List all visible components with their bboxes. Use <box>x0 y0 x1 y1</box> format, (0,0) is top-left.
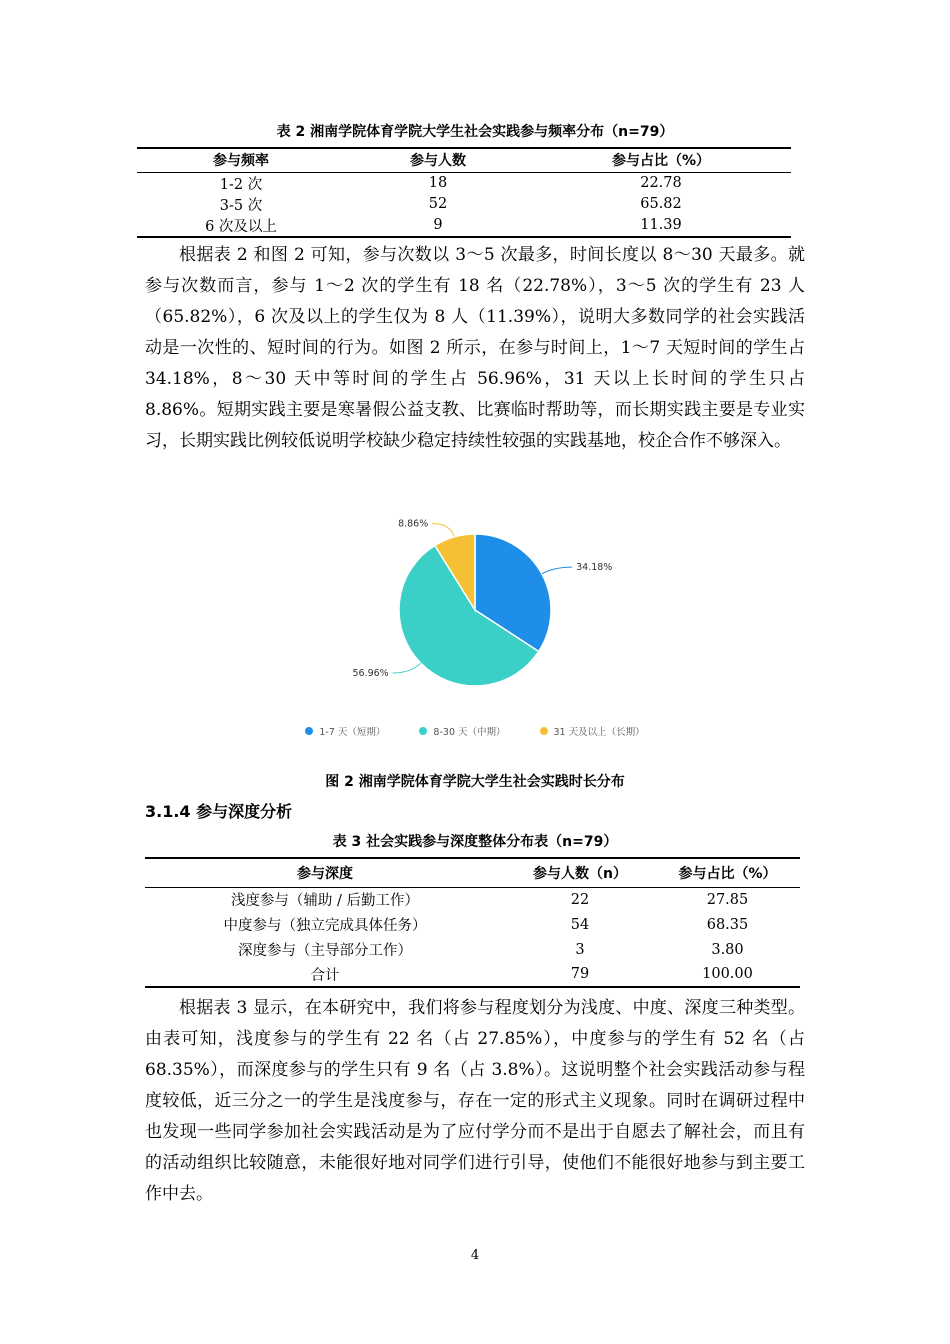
legend-item <box>540 724 645 738</box>
table2 <box>137 147 791 238</box>
table-cell: 18 <box>428 175 448 191</box>
figure2-caption: 图 2 湘南学院体育学院大学生社会实践时长分布 <box>325 774 625 790</box>
table-cell: 1-2 次 <box>219 176 263 193</box>
paragraph: 根据表 3 显示，在本研究中，我们将参与程度划分为浅度、中度、深度三种类型。由表可知，浅度参与的学生有 22 名（占 27.85%），中度参与的学生有 52 名（占 68.35%），而深度参与的学生只有 9 名（占 3.8%）。这说明整个社会实践活动参与程度较低，近三分之一的学生是浅度参与，存在一定的形式主义现象。同时在调研过程中也发现一些同学参加社会实践活动是为了应付学分而不是出于自愿去了解社会，而且有的活动组织比较随意，未能很好地对同学们进行引导，使他们不能很好地参与到主要工作中去。 <box>145 998 805 1204</box>
table-cell: 22.78 <box>640 175 682 191</box>
table-row <box>145 937 800 962</box>
pie-chart <box>300 500 660 710</box>
table-cell: 中度参与（独立完成具体任务） <box>223 918 427 934</box>
table-cell: 52 <box>428 196 448 212</box>
table-cell: 68.35 <box>706 916 749 933</box>
legend-swatch <box>305 727 313 735</box>
slice-label: 34.18% <box>576 562 613 574</box>
table-cell: 深度参与（主导部分工作） <box>238 943 412 959</box>
legend-item <box>419 724 505 738</box>
table-cell: 9 <box>433 217 443 233</box>
table-cell: 3-5 次 <box>219 197 263 214</box>
table-cell: 54 <box>570 916 590 933</box>
table-cell: 79 <box>570 966 590 982</box>
table-cell: 27.85 <box>706 891 749 908</box>
page-number: 4 <box>470 1248 480 1263</box>
legend-label: 8-30 天（中期） <box>433 727 506 738</box>
chart-legend <box>0 724 950 738</box>
table-cell: 100.00 <box>702 966 753 982</box>
legend-swatch <box>419 727 427 735</box>
table-row <box>145 887 800 912</box>
legend-label: 31 天及以上（长期） <box>553 727 645 738</box>
table3-header: 参与深度 <box>297 865 353 882</box>
legend-item <box>305 724 385 738</box>
table-row <box>145 912 800 937</box>
table3 <box>145 857 800 988</box>
body-text-1 <box>145 240 805 457</box>
table-row <box>137 194 791 215</box>
legend-swatch <box>540 727 548 735</box>
legend-label: 1-7 天（短期） <box>319 727 386 738</box>
table3-header: 参与人数（n） <box>533 865 627 882</box>
table-row <box>137 215 791 237</box>
body-text-2 <box>145 993 805 1210</box>
table-cell: 6 次及以上 <box>205 218 277 235</box>
leader-line <box>432 523 454 536</box>
table-cell: 3.80 <box>711 941 744 958</box>
table-cell: 浅度参与（辅助 / 后勤工作） <box>230 893 420 910</box>
table-cell: 11.39 <box>640 217 682 233</box>
table-cell: 3 <box>575 941 585 958</box>
table2-caption: 表 2 湘南学院体育学院大学生社会实践参与频率分布（n=79） <box>276 124 674 140</box>
table2-header: 参与频率 <box>213 153 269 170</box>
leader-line <box>393 663 421 673</box>
table-cell: 合计 <box>310 967 340 984</box>
table2-header: 参与占比（%） <box>611 153 711 170</box>
paragraph: 根据表 2 和图 2 可知，参与次数以 3～5 次最多，时间长度以 8～30 天最多。就参与次数而言，参与 1～2 次的学生有 18 名（22.78%），3～5 次的学生有 23 人（65.82%），6 次及以上的学生仅为 8 人（11.39%），说明大多数同学的社会实践活动是一次性的、短时间的行为。如图 2 所示，在参与时间上，1～7 天短时间的学生占 34.18%，8～30 天中等时间的学生占 56.96%，31 天以上长时间的学生只占 8.86%。短期实践主要是寒暑假公益支教、比赛临时帮助等，而长期实践主要是专业实习，长期实践比例较低说明学校缺少稳定持续性较强的实践基地，校企合作不够深入。 <box>145 245 805 451</box>
table2-header: 参与人数 <box>410 153 466 170</box>
table-row <box>137 172 791 194</box>
leader-line <box>542 567 572 574</box>
table-row <box>145 962 800 987</box>
table-cell: 22 <box>570 891 590 908</box>
table3-header: 参与占比（%） <box>678 865 777 882</box>
slice-label: 8.86% <box>398 518 429 530</box>
slice-label: 56.96% <box>352 667 389 679</box>
section-heading: 3.1.4 参与深度分析 <box>145 802 293 821</box>
table3-caption: 表 3 社会实践参与深度整体分布表（n=79） <box>332 834 618 850</box>
table-cell: 65.82 <box>640 196 682 212</box>
